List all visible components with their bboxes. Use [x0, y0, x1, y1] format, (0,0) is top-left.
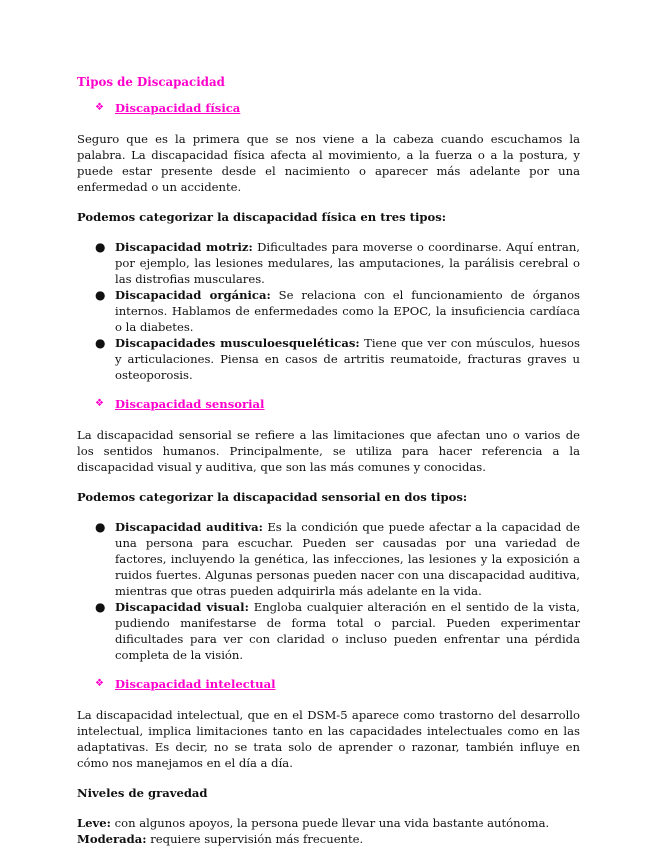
section-link-sensorial[interactable]: Discapacidad sensorial — [115, 397, 265, 411]
list-item-term: Discapacidad auditiva: — [115, 520, 263, 534]
list-item — [95, 335, 580, 383]
levels-heading: Niveles de gravedad — [77, 786, 208, 800]
list-item-text: Es la condición que puede afectar a la capacidad de una persona para escuchar. Pueden ser causadas por una variedad de factores, incluyendo la genética, las infecciones, las lesiones y la exposición a ruidos fuertes. Algunas personas pueden nacer con una discapacidad auditiva, mientras que otras pueden adquirirla más adelante en la vida. — [115, 520, 580, 598]
diamond-bullet-icon: ❖ — [95, 102, 104, 113]
categories-heading-fisica: Podemos categorizar la discapacidad física en tres tipos: — [77, 210, 447, 224]
section-intro-sensorial: La discapacidad sensorial se refiere a las limitaciones que afectan uno o varios de los sentidos humanos. Principalmente, se utiliza para hacer referencia a la discapacidad visual y auditiva, que son las más comunes y conocidas. — [77, 428, 580, 474]
bullet-dot-icon: ● — [95, 600, 106, 614]
section-link-intelectual[interactable]: Discapacidad intelectual — [115, 677, 276, 691]
list-item-text: Engloba cualquier alteración en el sentido de la vista, pudiendo manifestarse de forma total o parcial. Pueden experimentar dificultades para ver con claridad o incluso pueden enfrentar una pérdida completa de la visión. — [115, 600, 580, 662]
list-item-term: Discapacidad orgánica: — [115, 288, 271, 302]
section-intro-fisica: Seguro que es la primera que se nos viene a la cabeza cuando escuchamos la palabra. La discapacidad física afecta al movimiento, a la fuerza o a la postura, y puede estar presente desde el nacimiento o aparecer más adelante por una enfermedad o un accidente. — [77, 132, 580, 194]
list-item — [95, 599, 580, 663]
bullet-dot-icon: ● — [95, 288, 106, 302]
level-text: requiere supervisión más frecuente. — [146, 832, 364, 846]
levels-list — [77, 815, 580, 847]
diamond-bullet-icon: ❖ — [95, 398, 104, 409]
list-fisica — [77, 239, 580, 383]
level-item — [77, 815, 580, 831]
section-link-fisica[interactable]: Discapacidad física — [115, 101, 241, 115]
bullet-dot-icon: ● — [95, 336, 106, 350]
section-intro-intelectual: La discapacidad intelectual, que en el DSM-5 aparece como trastorno del desarrollo intelectual, implica limitaciones tanto en las capacidades intelectuales como en las adaptativas. Es decir, no se trata solo de aprender o razonar, también influye en cómo nos manejamos en el día a día. — [77, 708, 580, 770]
list-item-text: Dificultades para moverse o coordinarse. Aquí entran, por ejemplo, las lesiones medulares, las amputaciones, la parálisis cerebral o las distrofias musculares. — [115, 240, 580, 286]
document-title: Tipos de Discapacidad — [77, 75, 225, 89]
bullet-dot-icon: ● — [95, 520, 106, 534]
level-term: Moderada: — [77, 832, 147, 846]
list-item — [95, 287, 581, 335]
list-item-text: Se relaciona con el funcionamiento de órganos internos. Hablamos de enfermedades como la EPOC, la insuficiencia cardíaca o la diabetes. — [115, 288, 581, 334]
diamond-bullet-icon: ❖ — [95, 678, 104, 689]
list-item-term: Discapacidades musculoesqueléticas: — [115, 336, 360, 350]
level-item — [77, 831, 580, 847]
section-heading-sensorial — [95, 395, 580, 413]
section-heading-intelectual — [95, 675, 580, 693]
list-item — [95, 239, 580, 287]
level-text: con algunos apoyos, la persona puede llevar una vida bastante autónoma. — [110, 816, 550, 830]
list-item-term: Discapacidad motriz: — [115, 240, 253, 254]
bullet-dot-icon: ● — [95, 240, 106, 254]
list-item-term: Discapacidad visual: — [115, 600, 249, 614]
list-sensorial — [77, 519, 580, 663]
level-term: Leve: — [77, 816, 111, 830]
section-heading-fisica — [95, 99, 580, 117]
list-item — [95, 519, 580, 599]
list-item-text: Tiene que ver con músculos, huesos y articulaciones. Piensa en casos de artritis reumatoide, fracturas graves u osteoporosis. — [115, 336, 580, 382]
categories-heading-sensorial: Podemos categorizar la discapacidad sensorial en dos tipos: — [77, 490, 468, 504]
